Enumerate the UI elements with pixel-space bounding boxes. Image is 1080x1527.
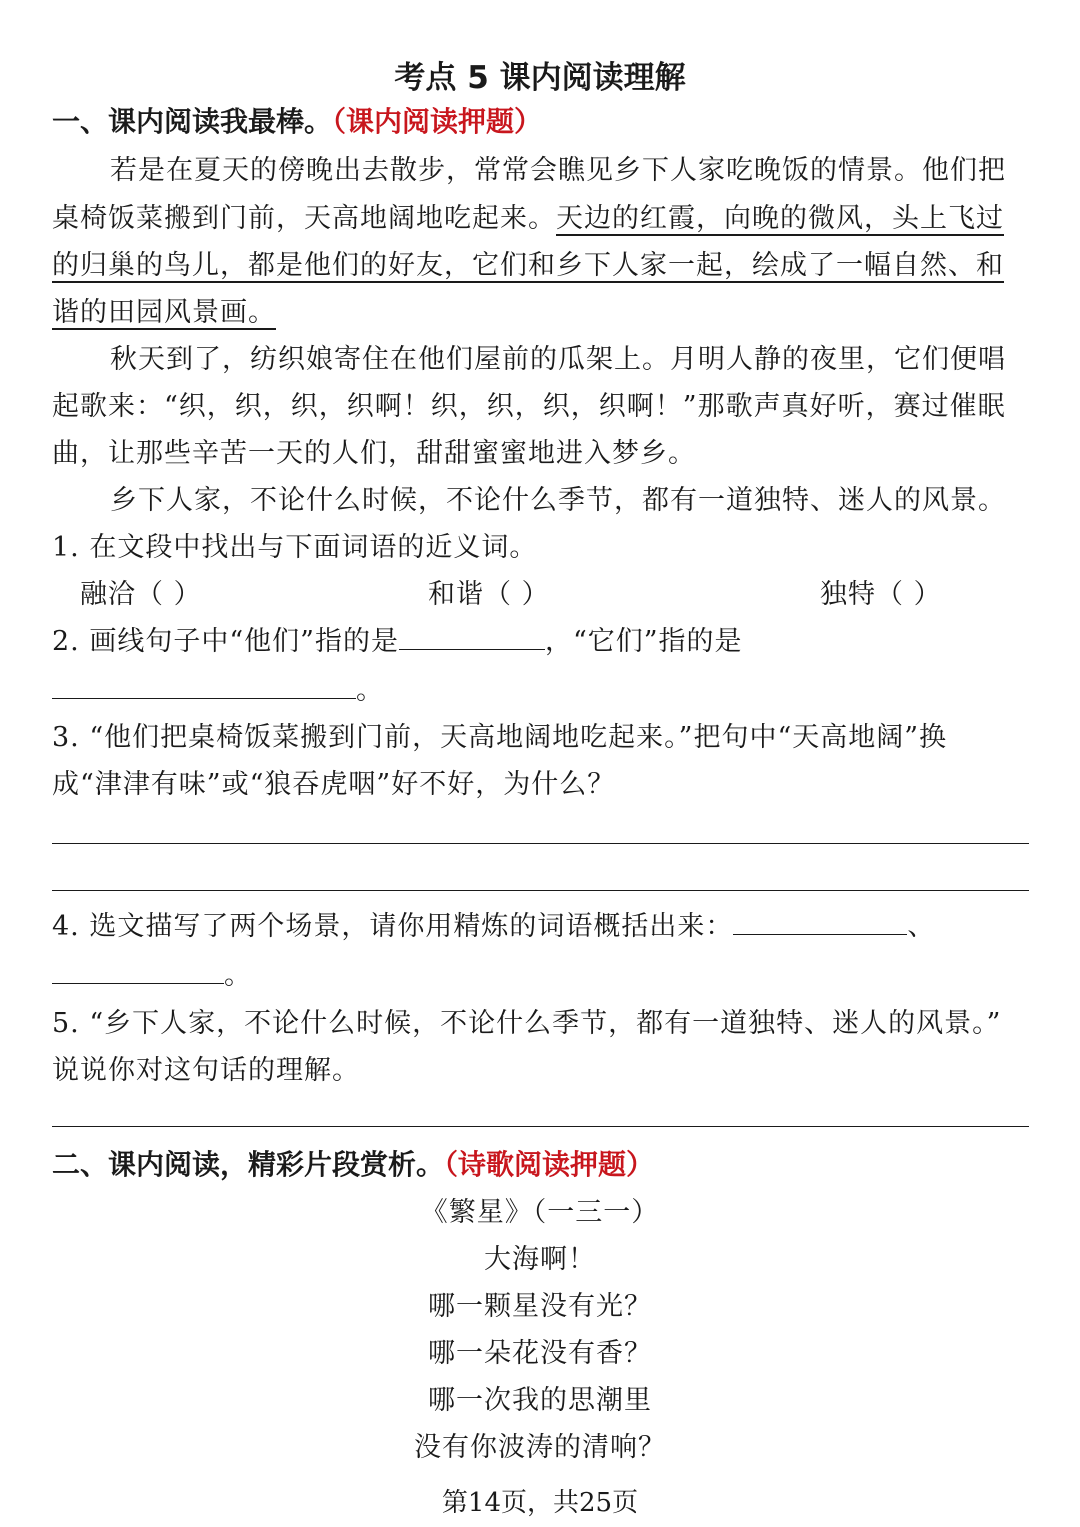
q5-answer-line[interactable] bbox=[52, 1126, 1029, 1127]
q2-end: 。 bbox=[356, 675, 384, 706]
section1-tag: （课内阅读押题） bbox=[332, 105, 543, 138]
underlined-sentence-part1: 天边的红霞，向晚的微风，头上飞过 bbox=[556, 203, 1004, 234]
para1-line2 bbox=[52, 196, 1004, 235]
q2-answer-blank-2[interactable] bbox=[52, 672, 356, 699]
q2-text-b: ，“它们”指的是 bbox=[544, 626, 743, 657]
poem-title: 《繁星》（一三一） bbox=[420, 1197, 660, 1228]
para2-line1: 秋天到了，纺织娘寄住在他们屋前的瓜架上。月明人静的夜里，它们便唱 bbox=[110, 344, 1006, 375]
question3-line2: 成“津津有味”或“狼吞虎咽”好不好，为什么？ bbox=[52, 769, 616, 800]
section1-heading bbox=[52, 100, 542, 140]
poem-line-2: 哪一颗星没有光？ bbox=[428, 1291, 652, 1322]
q3-answer-line-2[interactable] bbox=[52, 890, 1029, 891]
section1-heading-text: 一、课内阅读我最棒。 bbox=[52, 105, 333, 138]
question5-line2: 说说你对这句话的理解。 bbox=[52, 1055, 360, 1086]
question5-line1: 5. “乡下人家，不论什么时候，不论什么季节，都有一道独特、迷人的风景。” bbox=[52, 1008, 1002, 1039]
q2-text-a: 2. 画线句子中“他们”指的是 bbox=[52, 626, 399, 657]
q4-sep: 、 bbox=[907, 911, 936, 942]
poem-line-5: 没有你波涛的清响？ bbox=[414, 1432, 666, 1463]
section2-heading-text: 二、课内阅读，精彩片段赏析。 bbox=[52, 1148, 445, 1181]
para3: 乡下人家，不论什么时候，不论什么季节，都有一道独特、迷人的风景。 bbox=[110, 485, 1006, 516]
q2-answer-blank-1[interactable] bbox=[399, 623, 545, 650]
question2 bbox=[52, 619, 743, 658]
poem-line-4: 哪一次我的思潮里 bbox=[428, 1385, 652, 1416]
question3-line1: 3. “他们把桌椅饭菜搬到门前，天高地阔地吃起来。”把句中“天高地阔”换 bbox=[52, 722, 948, 753]
underlined-sentence-part3: 谐的田园风景画。 bbox=[52, 297, 276, 328]
page-title: 考点 5 课内阅读理解 bbox=[394, 60, 686, 96]
para1-line1: 若是在夏天的傍晚出去散步，常常会瞧见乡下人家吃晚饭的情景。他们把 bbox=[110, 155, 1006, 186]
q1-word-hexie: 和谐（ ） bbox=[428, 579, 550, 610]
q3-answer-line-1[interactable] bbox=[52, 843, 1029, 844]
q1-word-rongqia: 融洽（ ） bbox=[80, 579, 202, 610]
section2-tag: （诗歌阅读押题） bbox=[444, 1148, 655, 1181]
q2-line2 bbox=[52, 668, 384, 707]
poem-line-3: 哪一朵花没有香？ bbox=[428, 1338, 652, 1369]
q4-answer-blank-1[interactable] bbox=[733, 908, 907, 935]
q4-answer-blank-2[interactable] bbox=[52, 957, 224, 984]
q4-text: 4. 选文描写了两个场景，请你用精炼的词语概括出来： bbox=[52, 911, 734, 942]
section2-heading bbox=[52, 1143, 654, 1183]
q4-line2 bbox=[52, 953, 252, 992]
para2-line3: 曲，让那些辛苦一天的人们，甜甜蜜蜜地进入梦乡。 bbox=[52, 438, 696, 469]
underlined-sentence-part2: 的归巢的鸟儿，都是他们的好友，它们和乡下人家一起，绘成了一幅自然、和 bbox=[52, 250, 1004, 281]
q4-end: 。 bbox=[224, 960, 252, 991]
question4 bbox=[52, 904, 935, 943]
para1-line2-plain: 桌椅饭菜搬到门前，天高地阔地吃起来。 bbox=[52, 203, 556, 234]
poem-line-1: 大海啊！ bbox=[484, 1244, 596, 1275]
page-footer: 第14页，共25页 bbox=[441, 1488, 639, 1518]
q1-word-dute: 独特（ ） bbox=[820, 579, 942, 610]
para2-line2: 起歌来：“织，织，织，织啊！织，织，织，织啊！”那歌声真好听，赛过催眠 bbox=[52, 391, 1006, 422]
question1: 1. 在文段中找出与下面词语的近义词。 bbox=[52, 532, 538, 563]
